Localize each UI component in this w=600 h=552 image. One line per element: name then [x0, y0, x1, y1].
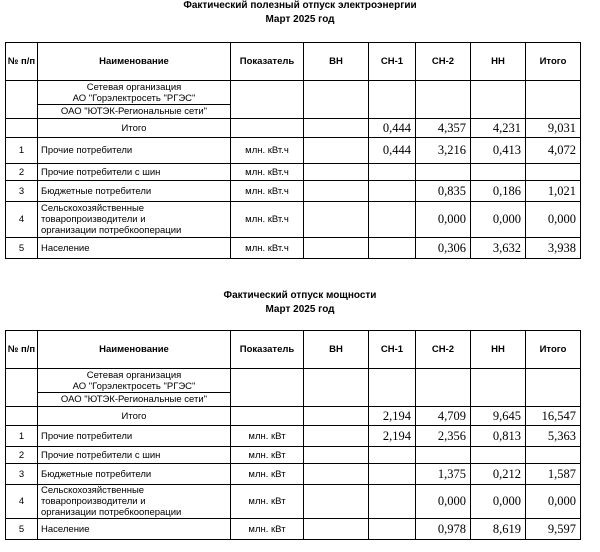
header-sn1: СН-1	[369, 43, 416, 81]
header-vn: ВН	[304, 331, 369, 369]
row-nn: 0,413	[471, 138, 526, 164]
row-unit: млн. кВт.ч	[231, 181, 304, 202]
row-vn	[304, 164, 369, 181]
total-nn: 4,231	[471, 119, 526, 138]
row-sn2: 2,356	[416, 426, 471, 447]
total-total: 9,031	[526, 119, 581, 138]
row-name-line: товаропроизводители и	[41, 496, 146, 507]
header-row	[6, 331, 581, 369]
org-line3: ОАО "ЮТЭК-Региональные сети"	[38, 105, 231, 119]
total-vn	[304, 407, 369, 426]
header-name: Наименование	[38, 331, 231, 369]
row-name-line: Сельскохозяйственные	[41, 203, 145, 214]
table-row	[6, 138, 581, 164]
row-total: 9,597	[526, 519, 581, 540]
row-total: 3,938	[526, 238, 581, 259]
org-row	[6, 369, 581, 393]
row-nn	[471, 164, 526, 181]
row-num: 1	[6, 426, 38, 447]
row-nn: 0,186	[471, 181, 526, 202]
row-total: 0,000	[526, 485, 581, 519]
row-nn: 8,619	[471, 519, 526, 540]
row-sn2: 0,835	[416, 181, 471, 202]
total-sn2: 4,357	[416, 119, 471, 138]
table-row	[6, 202, 581, 238]
energy-title: Фактический полезный отпуск электроэнергии	[183, 0, 417, 11]
row-name-line: товаропроизводители и	[41, 214, 146, 225]
row-unit: млн. кВт.ч	[231, 164, 304, 181]
row-sn1	[369, 447, 416, 464]
header-indicator: Показатель	[231, 331, 304, 369]
row-nn: 0,000	[471, 485, 526, 519]
row-vn	[304, 447, 369, 464]
header-total: Итого	[526, 331, 581, 369]
row-sn1	[369, 519, 416, 540]
row-num: 2	[6, 164, 38, 181]
row-sn1	[369, 181, 416, 202]
org-line2: АО "Горэлектросеть "РГЭС"	[72, 92, 196, 104]
org-name	[38, 81, 231, 105]
row-sn2	[416, 447, 471, 464]
row-sn1: 0,444	[369, 138, 416, 164]
row-vn	[304, 181, 369, 202]
row-name: Прочие потребители	[38, 138, 231, 164]
row-total: 1,587	[526, 464, 581, 485]
header-num: № п/п	[6, 43, 38, 81]
row-unit: млн. кВт.ч	[231, 202, 304, 238]
total-label: Итого	[38, 407, 231, 426]
row-unit: млн. кВт	[231, 447, 304, 464]
row-total: 5,363	[526, 426, 581, 447]
row-num: 3	[6, 181, 38, 202]
row-sn2	[416, 164, 471, 181]
row-unit: млн. кВт	[231, 485, 304, 519]
row-name: Население	[38, 238, 231, 259]
header-vn: ВН	[304, 43, 369, 81]
row-num: 5	[6, 238, 38, 259]
row-num: 3	[6, 464, 38, 485]
header-total: Итого	[526, 43, 581, 81]
row-unit: млн. кВт.ч	[231, 238, 304, 259]
row-sn2: 0,000	[416, 485, 471, 519]
row-name: Население	[38, 519, 231, 540]
row-num: 1	[6, 138, 38, 164]
row-vn	[304, 519, 369, 540]
org-line2: АО "Горэлектросеть "РГЭС"	[72, 380, 196, 392]
row-vn	[304, 464, 369, 485]
table-row	[6, 181, 581, 202]
row-total: 4,072	[526, 138, 581, 164]
row-total: 0,000	[526, 202, 581, 238]
table-row	[6, 426, 581, 447]
row-name: Прочие потребители	[38, 426, 231, 447]
row-unit: млн. кВт	[231, 464, 304, 485]
header-nn: НН	[471, 43, 526, 81]
row-unit: млн. кВт	[231, 519, 304, 540]
row-unit: млн. кВт	[231, 426, 304, 447]
org-line1: Сетевая организация	[86, 369, 182, 381]
energy-table	[5, 42, 581, 259]
power-title: Фактический отпуск мощности	[223, 290, 377, 301]
energy-period: Март 2025 год	[265, 14, 335, 25]
power-table	[5, 330, 581, 540]
header-sn1: СН-1	[369, 331, 416, 369]
row-name-line: Сельскохозяйственные	[41, 485, 145, 496]
row-unit: млн. кВт.ч	[231, 138, 304, 164]
row-name: Бюджетные потребители	[38, 464, 231, 485]
row-sn1	[369, 164, 416, 181]
row-nn	[471, 447, 526, 464]
row-name: Прочие потребители с шин	[38, 447, 231, 464]
row-name: Бюджетные потребители	[38, 181, 231, 202]
row-num: 2	[6, 447, 38, 464]
row-name: Прочие потребители с шин	[38, 164, 231, 181]
row-nn: 0,212	[471, 464, 526, 485]
total-row	[6, 407, 581, 426]
total-row	[6, 119, 581, 138]
row-num: 5	[6, 519, 38, 540]
row-sn2: 0,306	[416, 238, 471, 259]
row-name-line: организации потребкооперации	[41, 225, 182, 236]
row-sn1	[369, 464, 416, 485]
row-num: 4	[6, 485, 38, 519]
row-nn: 0,000	[471, 202, 526, 238]
row-sn2: 0,000	[416, 202, 471, 238]
header-sn2: СН-2	[416, 331, 471, 369]
table-row	[6, 164, 581, 181]
row-name	[38, 202, 231, 238]
row-sn1	[369, 238, 416, 259]
row-nn: 0,813	[471, 426, 526, 447]
header-num: № п/п	[6, 331, 38, 369]
row-sn2: 1,375	[416, 464, 471, 485]
row-name	[38, 485, 231, 519]
total-vn	[304, 119, 369, 138]
total-sn1: 2,194	[369, 407, 416, 426]
table-row	[6, 485, 581, 519]
row-vn	[304, 202, 369, 238]
row-vn	[304, 426, 369, 447]
row-sn2: 3,216	[416, 138, 471, 164]
power-period: Март 2025 год	[265, 304, 335, 315]
total-label: Итого	[38, 119, 231, 138]
org-line3: ОАО "ЮТЭК-Региональные сети"	[38, 393, 231, 407]
header-sn2: СН-2	[416, 43, 471, 81]
row-vn	[304, 138, 369, 164]
row-sn2: 0,978	[416, 519, 471, 540]
row-name-line: организации потребкооперации	[41, 507, 182, 518]
table-row	[6, 447, 581, 464]
header-row	[6, 43, 581, 81]
row-total	[526, 164, 581, 181]
org-row	[6, 81, 581, 105]
row-sn1: 2,194	[369, 426, 416, 447]
row-total: 1,021	[526, 181, 581, 202]
total-nn: 9,645	[471, 407, 526, 426]
table-row	[6, 519, 581, 540]
total-total: 16,547	[526, 407, 581, 426]
table-row	[6, 464, 581, 485]
row-sn1	[369, 202, 416, 238]
org-name	[38, 369, 231, 393]
total-sn1: 0,444	[369, 119, 416, 138]
row-nn: 3,632	[471, 238, 526, 259]
row-vn	[304, 485, 369, 519]
row-total	[526, 447, 581, 464]
row-sn1	[369, 485, 416, 519]
row-num: 4	[6, 202, 38, 238]
total-sn2: 4,709	[416, 407, 471, 426]
row-vn	[304, 238, 369, 259]
org-line1: Сетевая организация	[86, 81, 182, 93]
header-nn: НН	[471, 331, 526, 369]
header-name: Наименование	[38, 43, 231, 81]
header-indicator: Показатель	[231, 43, 304, 81]
table-row	[6, 238, 581, 259]
